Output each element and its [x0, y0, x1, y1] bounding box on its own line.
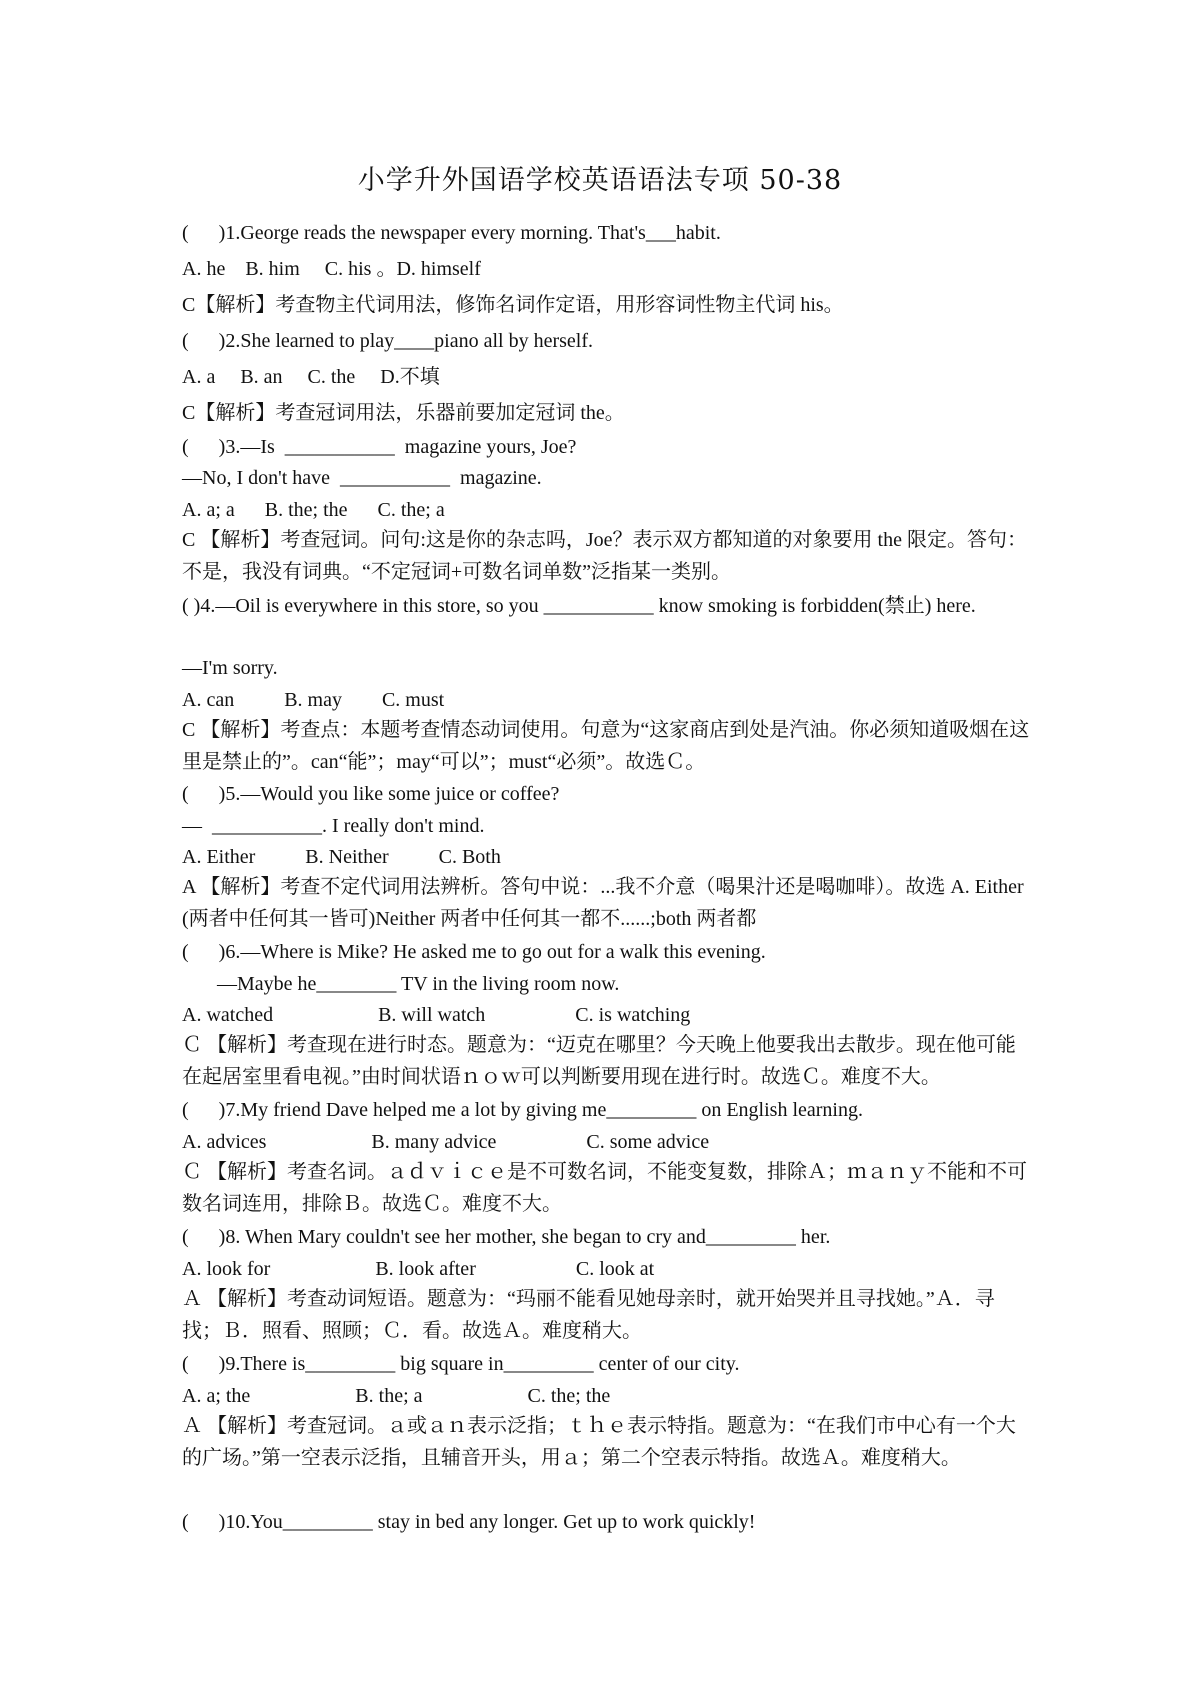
question-5-reply: — ___________. I really don't mind. [182, 815, 485, 837]
analysis-6: Ｃ 【解析】考查现在进行时态。题意为：“迈克在哪里？今天晚上他要我出去散步。现在他可能在起居室里看电视。”由时间状语ｎｏｗ可以判断要用现在进行时。故选Ｃ。难度不大。 [182, 1034, 1016, 1088]
question-3: ( )3.—Is ___________ magazine yours, Joe? [182, 436, 577, 458]
question-7: ( )7.My friend Dave helped me a lot by giving me_________ on English learning. [182, 1099, 863, 1121]
options-8: A. look for B. look after C. look at [182, 1258, 655, 1280]
question-2: ( )2.She learned to play____piano all by herself. [182, 330, 593, 352]
analysis-1: C【解析】考查物主代词用法，修饰名词作定语，用形容词性物主代词 his。 [182, 294, 844, 316]
options-7: A. advices B. many advice C. some advice [182, 1131, 710, 1153]
analysis-3: C 【解析】考查冠词。问句:这是你的杂志吗，Joe？表示双方都知道的对象要用 the 限定。答句：不是，我没有词典。“不定冠词+可数名词单数”泛指某一类别。 [182, 529, 1027, 583]
analysis-5: A 【解析】考查不定代词用法辨析。答句中说：...我不介意（喝果汁还是喝咖啡）。故选 A. Either (两者中任何其一皆可)Neither 两者中任何其一都不......;both 两者都 [182, 876, 1024, 930]
options-4: A. can B. may C. must [182, 689, 445, 711]
analysis-7: Ｃ 【解析】考查名词。ａｄｖｉｃｅ是不可数名词，不能变复数，排除Ａ；ｍａｎｙ不能和不可数名词连用，排除Ｂ。故选Ｃ。难度不大。 [182, 1161, 1027, 1215]
question-5: ( )5.—Would you like some juice or coffee? [182, 783, 560, 805]
question-9: ( )9.There is_________ big square in_________ center of our city. [182, 1353, 740, 1375]
question-4: ( )4.—Oil is everywhere in this store, so you ___________ know smoking is forbidden(禁止) here. [182, 595, 976, 617]
question-10: ( )10.You_________ stay in bed any longer. Get up to work quickly! [182, 1511, 756, 1533]
analysis-8: Ａ 【解析】考查动词短语。题意为：“玛丽不能看见她母亲时，就开始哭并且寻找她。”Ａ．寻找；Ｂ．照看、照顾；Ｃ．看。故选Ａ。难度稍大。 [182, 1288, 995, 1342]
question-6: ( )6.—Where is Mike? He asked me to go out for a walk this evening. [182, 941, 766, 963]
analysis-2: C【解析】考查冠词用法，乐器前要加定冠词 the。 [182, 402, 625, 424]
options-3: A. a; a B. the; the C. the; a [182, 499, 445, 521]
options-1: A. he B. him C. his 。D. himself [182, 258, 481, 280]
question-3-reply: —No, I don't have ___________ magazine. [182, 467, 542, 489]
options-5: A. Either B. Neither C. Both [182, 846, 501, 868]
document-title: 小学升外国语学校英语语法专项 50-38 [357, 165, 843, 196]
question-8: ( )8. When Mary couldn't see her mother, she began to cry and_________ her. [182, 1226, 831, 1248]
question-6-reply: —Maybe he________ TV in the living room now. [182, 973, 620, 995]
analysis-9: Ａ 【解析】考查冠词。ａ或ａｎ表示泛指；ｔｈｅ表示特指。题意为：“在我们市中心有一个大的广场。”第一空表示泛指，且辅音开头，用ａ；第二个空表示特指。故选Ａ。难度稍大。 [182, 1415, 1016, 1469]
options-6: A. watched B. will watch C. is watching [182, 1004, 691, 1026]
question-4-reply: —I'm sorry. [182, 657, 278, 679]
options-2: A. a B. an C. the D.不填 [182, 366, 440, 388]
options-9: A. a; the B. the; a C. the; the [182, 1385, 611, 1407]
question-1: ( )1.George reads the newspaper every morning. That's___habit. [182, 222, 721, 244]
analysis-4: C 【解析】考查点：本题考查情态动词使用。句意为“这家商店到处是汽油。你必须知道吸烟在这里是禁止的”。can“能”；may“可以”；must“必须”。故选Ｃ。 [182, 719, 1030, 773]
